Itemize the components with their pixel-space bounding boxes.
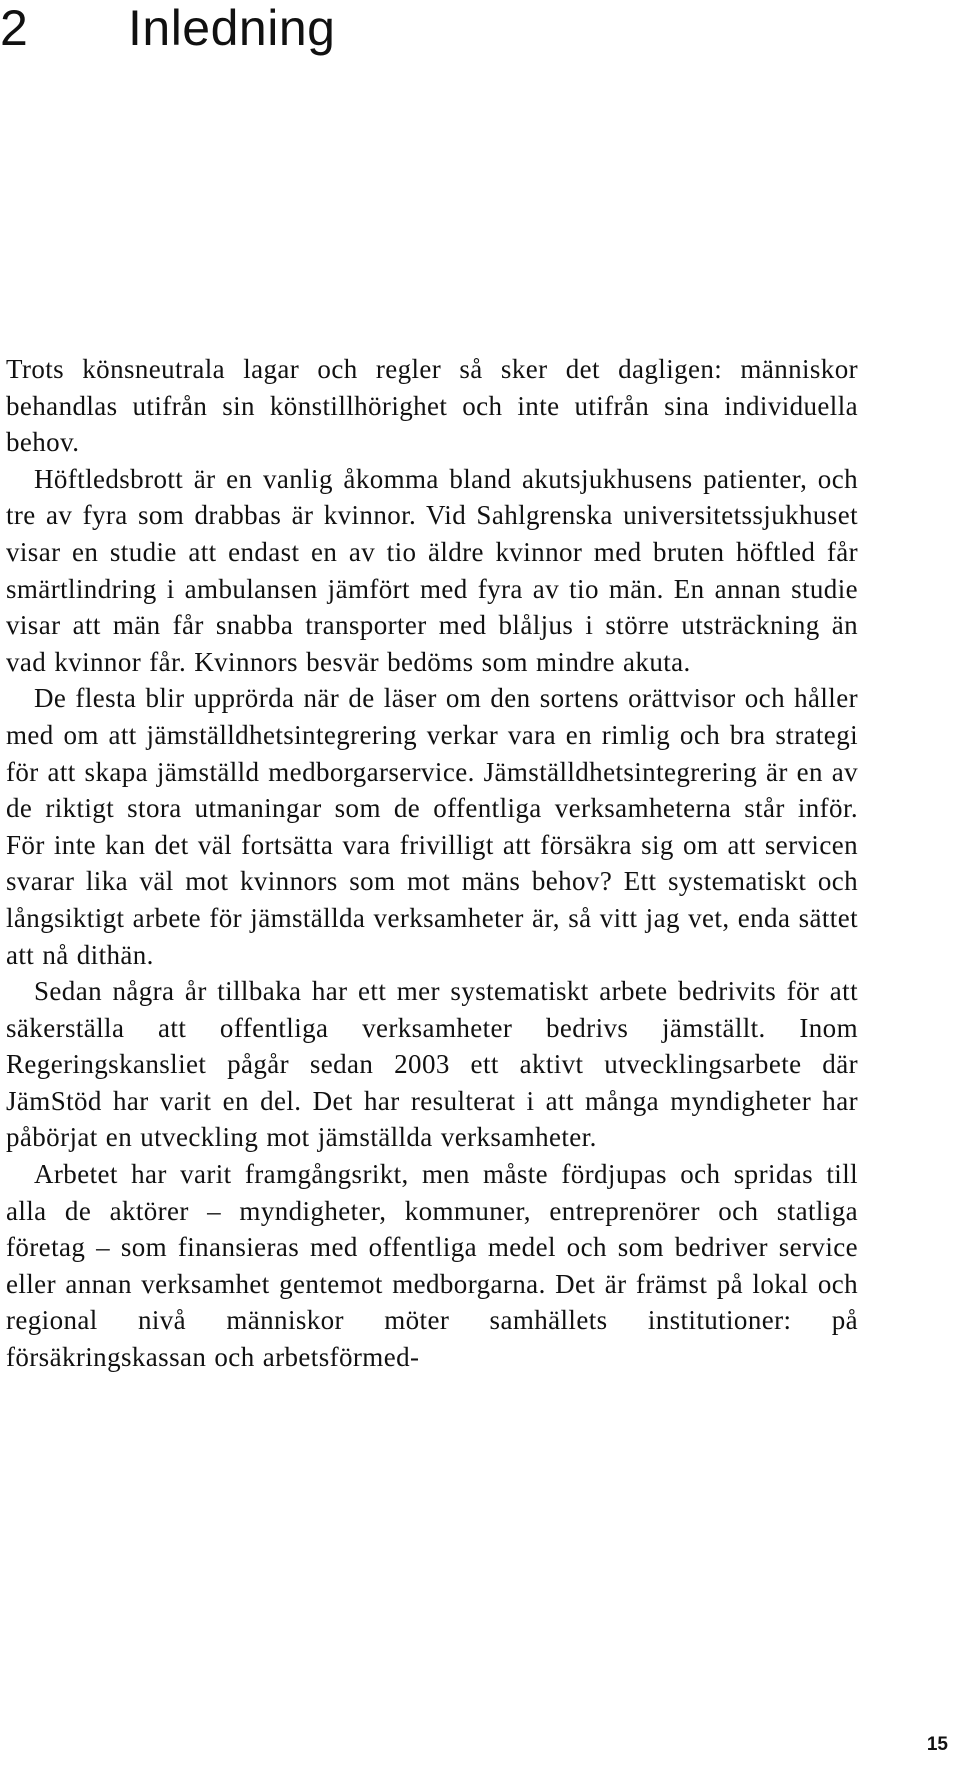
page-number: 15 <box>926 1734 948 1755</box>
body-text <box>6 351 858 1376</box>
paragraph-systematic-work: Sedan några år tillbaka har ett mer systematiskt arbete bedrivits för att säkerställa att offentliga verksamheter bedrivs jämställt. Inom Regeringskansliet pågår sedan 2003 ett aktivt utvecklingsarbete där JämStöd har varit en del. Det har resulterat i att många myndigheter har påbörjat en utveckling mot jämställda verksamheter. <box>6 976 858 1153</box>
paragraph-intro: Trots könsneutrala lagar och regler så sker det dagligen: människor behandlas utifrån sin könstillhörighet och inte utifrån sina individuella behov. <box>6 354 858 458</box>
paragraph-deepening: Arbetet har varit framgångsrikt, men måste fördjupas och spridas till alla de aktörer – myndigheter, kommuner, entreprenörer och statliga företag – som finansieras med offentliga medel och som bedriver service eller annan verksamhet gentemot medborgarna. Det är främst på lokal och regional nivå människor möter samhällets institutioner: på försäkringskassan och arbetsförmed- <box>6 1159 858 1373</box>
chapter-heading <box>0 0 335 58</box>
chapter-number: 2 <box>0 0 29 56</box>
paragraph-gender-mainstreaming: De flesta blir upprörda när de läser om den sortens orättvisor och håller med om att jämställdhetsintegrering verkar vara en rimlig och bra strategi för att skapa jämställd medborgarservice. Jämställdhetsintegrering är en av de riktigt stora utmaningar som de offentliga verksamheterna står inför. För inte kan det väl fortsätta vara frivilligt att försäkra sig om att servicen svarar lika väl mot kvinnors som mot mäns behov? Ett systematiskt och långsiktigt arbete för jämställda verksamheter är, så vitt jag vet, enda sättet att nå dithän. <box>6 683 858 970</box>
paragraph-hip-fracture: Höftledsbrott är en vanlig åkomma bland akutsjukhusens patienter, och tre av fyra som drabbas är kvinnor. Vid Sahlgrenska universitetssjukhuset visar en studie att endast en av tio äldre kvinnor med bruten höftled får smärtlindring i ambulansen jämfört med fyra av tio män. En annan studie visar att män får snabba transporter med blåljus i större utsträckning än vad kvinnor får. Kvinnors besvär bedöms som mindre akuta. <box>6 463 858 677</box>
chapter-title: Inledning <box>128 0 336 56</box>
